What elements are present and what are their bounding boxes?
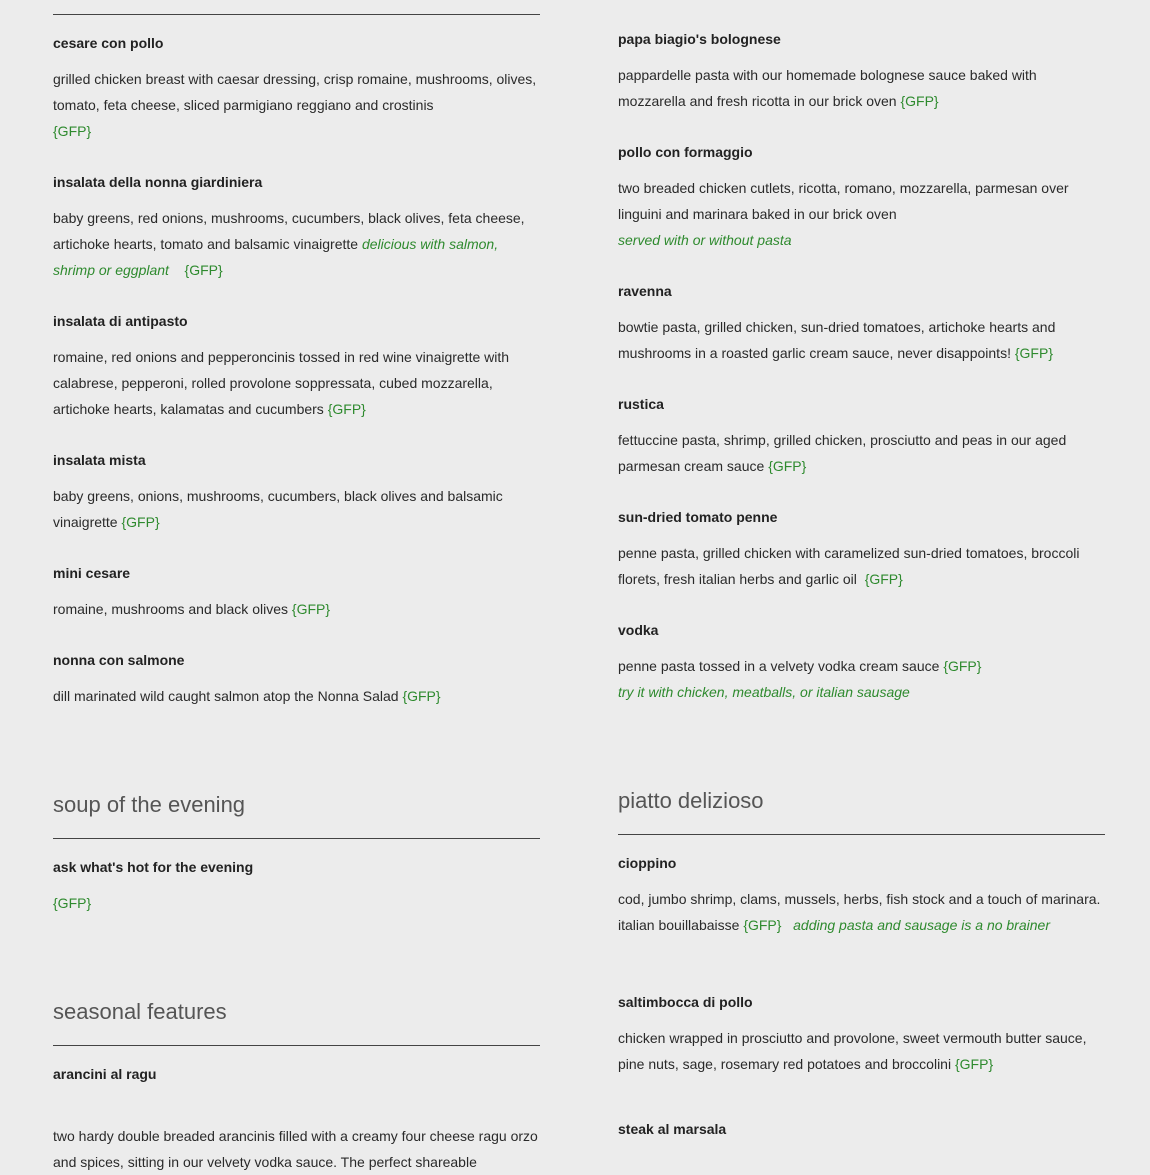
menu-item: [53, 1064, 540, 1175]
item-name: papa biagio's bolognese: [618, 31, 781, 47]
menu-item: [53, 311, 540, 422]
item-name: saltimbocca di pollo: [618, 994, 753, 1010]
item-name: pollo con formaggio: [618, 144, 753, 160]
section-divider: [53, 1045, 540, 1046]
menu-item: [618, 853, 1105, 938]
gfp-badge: {GFP}: [184, 262, 223, 278]
item-description: penne pasta, grilled chicken with caramelized sun-dried tomatoes, broccoli florets, fresh italian herbs and garlic oil {GFP}: [618, 545, 1080, 587]
gfp-badge: {GFP}: [743, 917, 782, 933]
item-name: insalata della nonna giardiniera: [53, 174, 263, 190]
gfp-badge: {GFP}: [864, 571, 903, 587]
item-description: chicken wrapped in prosciutto and provolone, sweet vermouth butter sauce, pine nuts, sage, rosemary red potatoes and broccolini {GFP}: [618, 1030, 1087, 1072]
menu-item: [618, 1119, 1105, 1139]
menu-item: [53, 172, 540, 283]
menu-item: [53, 450, 540, 535]
menu-item: [53, 650, 540, 709]
item-note: adding pasta and sausage is a no brainer: [793, 917, 1050, 933]
section-title: soup of the evening: [53, 792, 246, 817]
item-name: mini cesare: [53, 565, 131, 581]
item-name: steak al marsala: [618, 1121, 727, 1137]
gfp-badge: {GFP}: [943, 658, 982, 674]
gfp-badge: {GFP}: [1014, 345, 1053, 361]
gfp-badge: {GFP}: [900, 93, 939, 109]
section-title: seasonal features: [53, 999, 227, 1024]
item-description: fettuccine pasta, shrimp, grilled chicken, prosciutto and peas in our aged parmesan cream sauce {GFP}: [618, 432, 1067, 474]
gfp-badge: {GFP}: [954, 1056, 994, 1072]
item-description: two breaded chicken cutlets, ricotta, romano, mozzarella, parmesan over linguini and marinara baked in our brick oven served with or without pasta: [618, 180, 1069, 248]
item-description: cod, jumbo shrimp, clams, mussels, herbs, fish stock and a touch of marinara. italian bouillabaisse {GFP} adding pasta and sausage is a no brainer: [618, 891, 1101, 933]
item-description: grilled chicken breast with caesar dressing, crisp romaine, mushrooms, olives, tomato, feta cheese, sliced parmigiano reggiano and crostinis {GFP}: [53, 71, 537, 139]
item-description: [53, 890, 540, 916]
item-name: rustica: [618, 396, 664, 412]
item-name: vodka: [618, 622, 659, 638]
menu-item: [618, 142, 1105, 253]
gfp-badge: {GFP}: [768, 458, 807, 474]
item-name: cesare con pollo: [53, 35, 164, 51]
item-name: arancini al ragu: [53, 1066, 157, 1082]
item-name: insalata mista: [53, 452, 146, 468]
item-description: romaine, mushrooms and black olives {GFP}: [53, 601, 331, 617]
item-name: ravenna: [618, 283, 672, 299]
item-note: delicious with salmon, shrimp or eggplant: [53, 236, 499, 278]
gfp-badge: {GFP}: [291, 601, 331, 617]
item-description: baby greens, red onions, mushrooms, cucumbers, black olives, feta cheese, artichoke hearts, tomato and balsamic vinaigrette delicious with salmon, shrimp or eggplant {GFP}: [53, 210, 525, 278]
item-description: pappardelle pasta with our homemade bolognese sauce baked with mozzarella and fresh ricotta in our brick oven {GFP}: [618, 67, 1037, 109]
item-name: sun-dried tomato penne: [618, 509, 778, 525]
section-divider: [618, 834, 1105, 835]
section-divider: [53, 14, 540, 15]
menu-item: [618, 992, 1105, 1077]
item-description: dill marinated wild caught salmon atop the Nonna Salad {GFP}: [53, 688, 441, 704]
menu-item: [618, 29, 1105, 114]
menu-item: [53, 857, 540, 916]
gfp-badge: {GFP}: [53, 895, 92, 911]
item-description: romaine, red onions and pepperoncinis tossed in red wine vinaigrette with calabrese, pepperoni, rolled provolone soppressata, cubed mozzarella, artichoke hearts, kalamatas and cucumbers {GFP}: [53, 349, 510, 417]
gfp-badge: {GFP}: [327, 401, 366, 417]
gfp-badge: {GFP}: [402, 688, 441, 704]
menu-item: [53, 563, 540, 622]
item-description: two hardy double breaded arancinis filled with a creamy four cheese ragu orzo and spices, sitting in our velvety vodka sauce. The perfect shareable: [53, 1128, 538, 1170]
menu-item: [53, 33, 540, 144]
item-description: penne pasta tossed in a velvety vodka cream sauce {GFP} try it with chicken, meatballs, or italian sausage: [618, 658, 982, 700]
item-note: try it with chicken, meatballs, or italian sausage: [618, 684, 910, 700]
item-note: served with or without pasta: [618, 232, 792, 248]
item-name: insalata di antipasto: [53, 313, 188, 329]
menu-item: [618, 620, 1105, 705]
item-description: baby greens, onions, mushrooms, cucumbers, black olives and balsamic vinaigrette {GFP}: [53, 488, 503, 530]
item-name: nonna con salmone: [53, 652, 185, 668]
menu-item: [618, 394, 1105, 479]
item-name: cioppino: [618, 855, 677, 871]
item-name: ask what's hot for the evening: [53, 859, 254, 875]
section-divider: [53, 838, 540, 839]
section-title: piatto delizioso: [618, 788, 764, 813]
gfp-badge: {GFP}: [53, 123, 92, 139]
menu-item: [618, 507, 1105, 592]
gfp-badge: {GFP}: [121, 514, 160, 530]
menu-item: [618, 281, 1105, 366]
item-description: bowtie pasta, grilled chicken, sun-dried tomatoes, artichoke hearts and mushrooms in a roasted garlic cream sauce, never disappoints! {GFP}: [618, 319, 1056, 361]
